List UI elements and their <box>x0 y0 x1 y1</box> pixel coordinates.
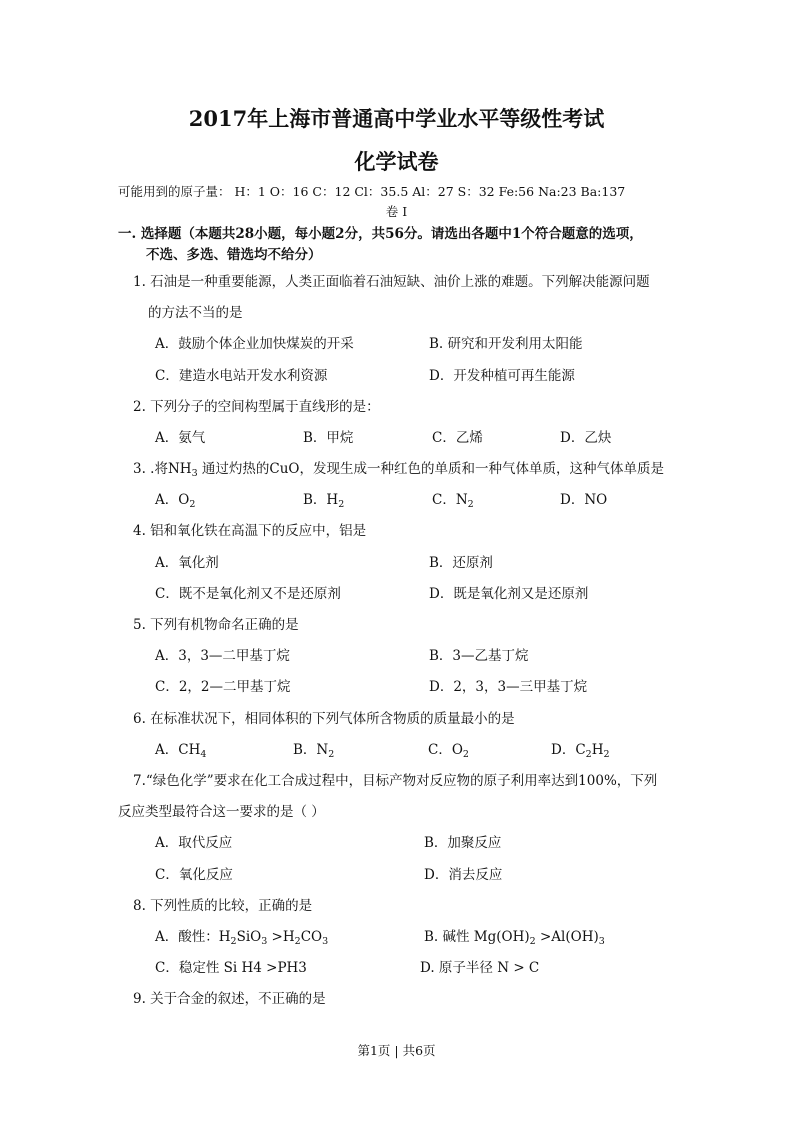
exam-title: 2017年上海市普通高中学业水平等级性考试 <box>188 106 605 131</box>
subscript: 2 <box>189 499 196 510</box>
question-4-option-b: B．还原剂 <box>429 555 493 571</box>
question-7-option-d: D．消去反应 <box>424 867 503 883</box>
question-2-option-b: B．甲烷 <box>303 430 354 446</box>
question-7-stem-cont: 反应类型最符合这一要求的是（ ） <box>118 804 325 820</box>
option-text: SiO <box>236 929 262 945</box>
subscript: 3 <box>598 936 605 947</box>
question-8-option-d: D. 原子半径 N > C <box>420 960 540 976</box>
question-6-option-b <box>293 738 334 758</box>
question-1-stem: 1. 石油是一种重要能源，人类正面临着石油短缺、油价上涨的难题。下列解决能源问题 <box>133 274 650 290</box>
option-text: CO <box>300 929 323 945</box>
subscript: 3 <box>191 468 198 479</box>
question-2-option-d: D．乙炔 <box>560 430 612 446</box>
subscript: 3 <box>261 936 268 947</box>
question-4-stem: 4. 铝和氧化铁在高温下的反应中，铝是 <box>133 523 367 539</box>
question-1-stem-cont: 的方法不当的是 <box>148 305 243 321</box>
option-text: B．H <box>303 492 339 508</box>
subscript: 2 <box>462 749 469 760</box>
volume-label: 卷 I <box>385 204 408 219</box>
option-text: B. 碱性 Mg(OH) <box>424 929 530 945</box>
question-3-option-d: D．NO <box>560 492 608 508</box>
question-5-stem: 5. 下列有机物命名正确的是 <box>133 617 299 633</box>
question-9-stem: 9. 关于合金的叙述，不正确的是 <box>133 991 326 1007</box>
subscript: 4 <box>200 749 207 760</box>
question-1-option-a: A．鼓励个体企业加快煤炭的开采 <box>155 336 354 352</box>
option-text: D．C <box>551 742 586 758</box>
atomic-masses: 可能用到的原子量： H：1 O：16 C：12 Cl：35.5 Al：27 S：32 Fe:56 Na:23 Ba:137 <box>118 184 626 199</box>
question-4-option-c: C．既不是氧化剂又不是还原剂 <box>155 586 341 602</box>
subscript: 2 <box>529 936 536 947</box>
question-3-stem-part: 通过灼热的CuO，发现生成一种红色的单质和一种气体单质，这种气体单质是 <box>197 461 664 477</box>
option-text: H <box>591 742 604 758</box>
page-footer: 第1页 | 共6页 <box>357 1043 436 1058</box>
question-8-option-a <box>155 925 328 945</box>
question-6-stem: 6. 在标准状况下，相同体积的下列气体所含物质的质量最小的是 <box>133 711 515 727</box>
question-5-option-b: B．3—乙基丁烷 <box>429 648 529 664</box>
question-3-option-a <box>155 488 195 508</box>
option-text: >Al(OH) <box>535 929 599 945</box>
option-text: A．酸性：H <box>155 929 231 945</box>
question-7-option-c: C．氧化反应 <box>155 867 233 883</box>
question-4-option-a: A．氧化剂 <box>155 555 219 571</box>
subscript: 2 <box>328 749 335 760</box>
option-text: B．N <box>293 742 329 758</box>
question-7-stem: 7.“绿色化学”要求在化工合成过程中，目标产物对反应物的原子利用率达到100%，下列 <box>133 773 658 789</box>
option-text: C．N <box>432 492 468 508</box>
subscript: 2 <box>585 749 592 760</box>
paper-subtitle: 化学试卷 <box>354 149 439 174</box>
question-6-option-d <box>551 738 610 758</box>
option-text: A．O <box>155 492 190 508</box>
question-1-option-b: B. 研究和开发利用太阳能 <box>429 336 583 352</box>
question-8-option-b <box>424 925 605 945</box>
question-2-option-c: C．乙烯 <box>432 430 483 446</box>
question-7-option-b: B．加聚反应 <box>424 835 502 851</box>
question-3-option-c <box>432 488 474 508</box>
question-3-stem-part: 3. .将NH <box>133 461 192 477</box>
option-text: C．O <box>428 742 463 758</box>
subscript: 2 <box>294 936 301 947</box>
question-6-option-c <box>428 738 469 758</box>
question-7-option-a: A．取代反应 <box>155 835 233 851</box>
question-5-option-d: D．2，3，3—三甲基丁烷 <box>429 679 588 695</box>
question-3-option-b <box>303 488 344 508</box>
question-6-option-a <box>155 738 206 758</box>
option-text: >H <box>267 929 295 945</box>
question-2-option-a: A．氨气 <box>155 430 206 446</box>
subscript: 2 <box>603 749 610 760</box>
subscript: 2 <box>230 936 237 947</box>
question-5-option-c: C．2，2—二甲基丁烷 <box>155 679 291 695</box>
subscript: 3 <box>322 936 329 947</box>
question-1-option-c: C．建造水电站开发水利资源 <box>155 368 328 384</box>
question-1-option-d: D．开发种植可再生能源 <box>429 368 575 384</box>
section-heading: 一. 选择题（本题共28小题，每小题2分，共56分。请选出各题中1个符合题意的选项， <box>118 226 643 242</box>
subscript: 2 <box>338 499 345 510</box>
question-8-option-c: C．稳定性 Si H4 >PH3 <box>155 960 307 976</box>
subscript: 2 <box>467 499 474 510</box>
section-heading-cont: 不选、多选、错选均不给分） <box>146 247 322 263</box>
question-2-stem: 2. 下列分子的空间构型属于直线形的是： <box>133 399 380 415</box>
question-3-stem <box>133 457 664 477</box>
question-4-option-d: D．既是氧化剂又是还原剂 <box>429 586 589 602</box>
question-8-stem: 8. 下列性质的比较，正确的是 <box>133 898 313 914</box>
option-text: A．CH <box>155 742 201 758</box>
question-5-option-a: A．3，3—二甲基丁烷 <box>155 648 290 664</box>
